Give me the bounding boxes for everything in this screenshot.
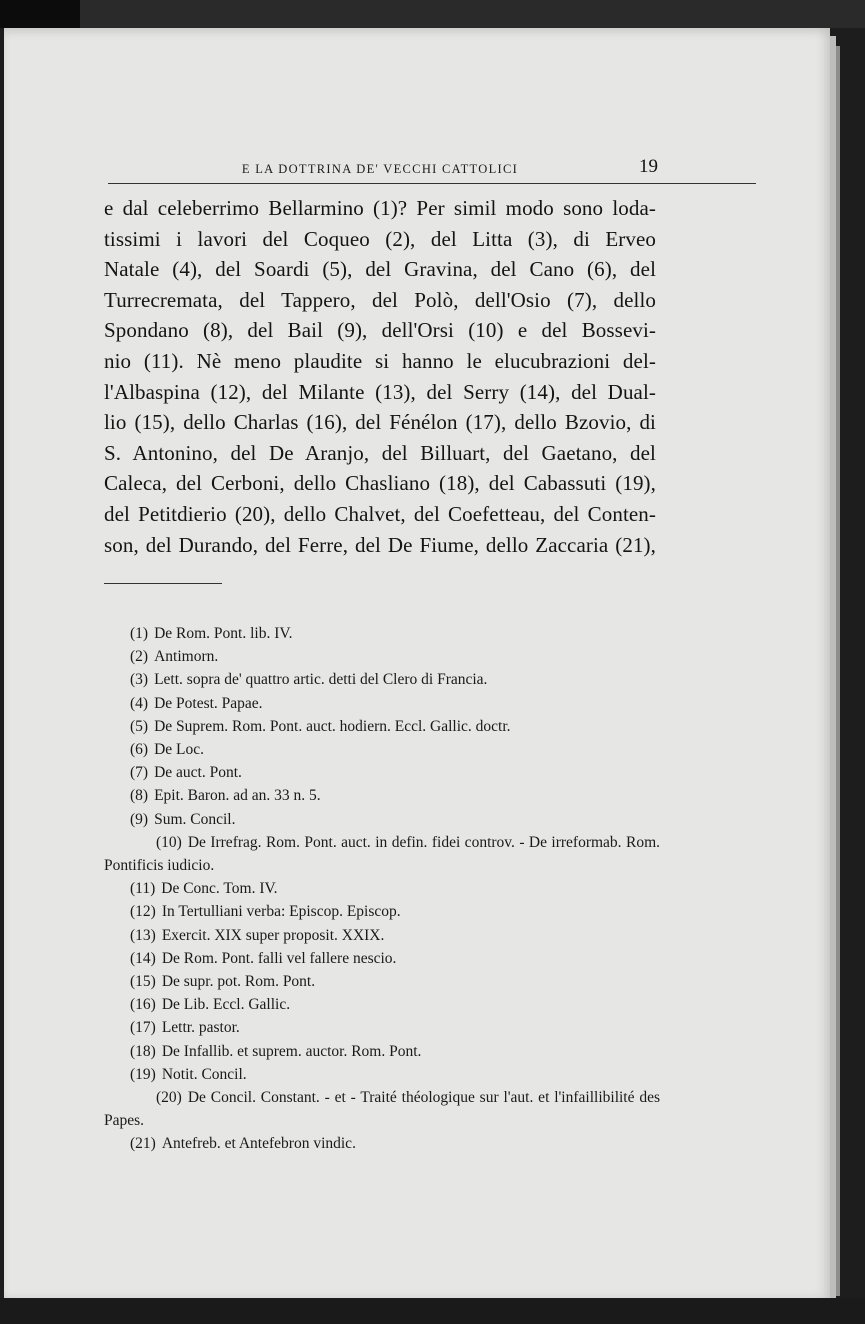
- footnote-text: De Suprem. Rom. Pont. auct. hodiern. Eccl. Gallic. doctr.: [154, 717, 511, 735]
- footnote-text: De Concil. Constant. - et - Traité théologique sur l'aut. et l'infaillibilité des Papes.: [104, 1089, 660, 1130]
- footnote: [104, 1016, 660, 1039]
- footnote: [104, 761, 660, 784]
- footnote-number: (13): [130, 926, 156, 944]
- body-line: son, del Durando, del Ferre, del De Fiume, dello Zaccaria (21),: [104, 532, 656, 557]
- footnote-number: (16): [130, 996, 156, 1014]
- footnote-text: In Tertulliani verba: Episcop. Episcop.: [161, 903, 401, 921]
- footnote: [104, 784, 660, 807]
- footnote-number: (2): [130, 648, 149, 666]
- body-line: S. Antonino, del De Aranjo, del Billuart, del Gaetano, del: [104, 440, 656, 465]
- footnote-number: (17): [130, 1019, 156, 1037]
- footnote-number: (3): [130, 671, 149, 689]
- footnote-text: Sum. Concil.: [154, 810, 236, 828]
- footnote-text: Epit. Baron. ad an. 33 n. 5.: [154, 787, 321, 805]
- header-rule: [108, 183, 756, 184]
- body-line: tissimi i lavori del Coqueo (2), del Litta (3), di Erveo: [104, 226, 656, 251]
- running-title: E LA DOTTRINA DE' VECCHI CATTOLICI: [241, 162, 519, 176]
- footnote: [104, 831, 660, 877]
- footnote-number: (5): [130, 717, 149, 735]
- footnotes-list: [104, 622, 660, 1156]
- footnote: [104, 692, 660, 715]
- footnote: [104, 900, 660, 923]
- footnote: [104, 668, 660, 691]
- footnote-text: De Lib. Eccl. Gallic.: [161, 996, 291, 1014]
- body-paragraph: [104, 193, 656, 560]
- footnote-number: (8): [130, 787, 149, 805]
- body-line: nio (11). Nè meno plaudite si hanno le elucubrazioni del-: [104, 348, 656, 373]
- footnote-number: (11): [130, 880, 156, 898]
- footnote-number: (7): [130, 764, 149, 782]
- body-line: del Petitdierio (20), dello Chalvet, del Coefetteau, del Conten-: [104, 501, 656, 526]
- body-line: Turrecremata, del Tappero, del Polò, dell'Osio (7), dello: [104, 287, 656, 312]
- body-line: Spondano (8), del Bail (9), dell'Orsi (10) e del Bossevi-: [104, 318, 656, 343]
- footnote-number: (20): [156, 1089, 182, 1107]
- footnote-text: Lettr. pastor.: [161, 1019, 240, 1037]
- footnote: [104, 1063, 660, 1086]
- footnote-text: De Loc.: [154, 741, 204, 759]
- footnote: [104, 1040, 660, 1063]
- footnote: [104, 877, 660, 900]
- footnote-text: Antimorn.: [154, 648, 219, 666]
- body-line: lio (15), dello Charlas (16), del Fénélon (17), dello Bzovio, di: [104, 410, 656, 435]
- footnote: [104, 738, 660, 761]
- footnote-text: De supr. pot. Rom. Pont.: [161, 973, 316, 991]
- footnote-number: (14): [130, 949, 156, 967]
- footnote: [104, 1132, 660, 1155]
- scan-top-border: [0, 0, 865, 28]
- footnote-number: (9): [130, 810, 149, 828]
- footnote-text: De Potest. Papae.: [154, 694, 263, 712]
- scan-corner: [0, 0, 80, 28]
- footnote-number: (15): [130, 973, 156, 991]
- body-line: Natale (4), del Soardi (5), del Gravina, del Cano (6), del: [104, 257, 656, 282]
- footnote-text: De auct. Pont.: [154, 764, 242, 782]
- footnote-number: (6): [130, 741, 149, 759]
- footnote: [104, 947, 660, 970]
- footnote: [104, 622, 660, 645]
- footnote: [104, 1086, 660, 1132]
- footnote-number: (12): [130, 903, 156, 921]
- page-edge-shadow: [836, 46, 840, 1296]
- footnote-text: De Conc. Tom. IV.: [161, 880, 278, 898]
- footnote-text: De Rom. Pont. lib. IV.: [154, 625, 293, 642]
- running-head: [100, 156, 660, 184]
- footnote: [104, 715, 660, 738]
- footnote-number: (18): [130, 1042, 156, 1060]
- footnote-text: Exercit. XIX super proposit. XXIX.: [161, 926, 385, 944]
- body-line: Caleca, del Cerboni, dello Chasliano (18), del Cabassuti (19),: [104, 471, 656, 496]
- page-number: 19: [639, 156, 658, 177]
- footnote-number: (10): [156, 833, 182, 851]
- footnote-number: (1): [130, 625, 149, 642]
- footnote-separator: [104, 583, 222, 584]
- footnote-text: Lett. sopra de' quattro artic. detti del Clero di Francia.: [154, 671, 488, 689]
- footnote: [104, 645, 660, 668]
- scan-bottom-border: [0, 1298, 865, 1324]
- footnote-text: De Irrefrag. Rom. Pont. auct. in defin. fidei controv. - De irreformab. Rom. Pontificis iudicio.: [104, 833, 660, 875]
- footnote: [104, 808, 660, 831]
- footnote: [104, 993, 660, 1016]
- footnote-text: De Rom. Pont. falli vel fallere nescio.: [161, 949, 397, 967]
- footnote-number: (4): [130, 694, 149, 712]
- footnote: [104, 924, 660, 947]
- footnote-text: Antefreb. et Antefebron vindic.: [161, 1135, 356, 1153]
- footnote-number: (21): [130, 1135, 156, 1153]
- footnote-text: Notit. Concil.: [161, 1065, 247, 1083]
- footnote: [104, 970, 660, 993]
- footnote-number: (19): [130, 1065, 156, 1083]
- body-line: l'Albaspina (12), del Milante (13), del Serry (14), del Dual-: [104, 379, 656, 404]
- body-line: e dal celeberrimo Bellarmino (1)? Per simil modo sono loda-: [104, 196, 656, 220]
- footnote-text: De Infallib. et suprem. auctor. Rom. Pont.: [161, 1042, 422, 1060]
